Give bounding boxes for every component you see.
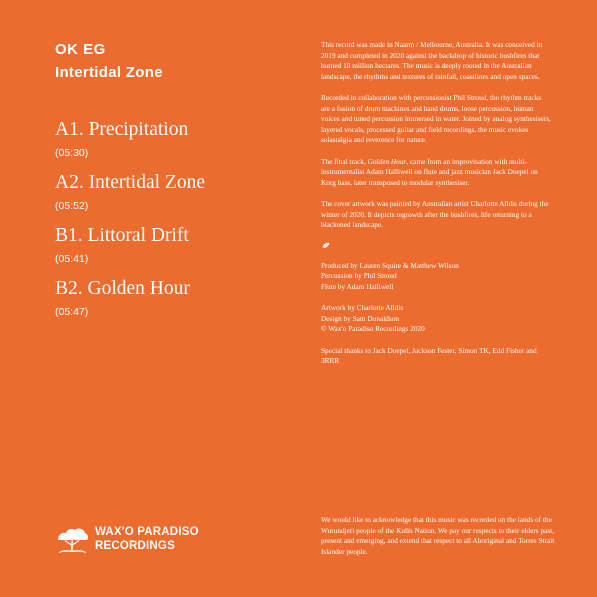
track-reference: Golden Hour: [367, 156, 407, 166]
credit-design: Design by Sam Donaldson: [321, 313, 400, 323]
leaf-icon: [322, 242, 330, 249]
notes-text: , came from an improvisation with multi-instrumentalist Adam Halliwell on flute and jazz musician Jack Doepel on Korg bass, later transposed to modular synthesiser.: [321, 156, 538, 187]
credits-block: [321, 303, 551, 335]
track-duration: (05:47): [55, 306, 89, 318]
credit-flute: Flute by Adam Halliwell: [321, 281, 394, 291]
credit-percussion: Percussion by Phil Stroud: [321, 271, 397, 280]
track-item: [55, 224, 295, 277]
track-title: B2. Golden Hour: [55, 278, 190, 299]
tree-icon: [56, 526, 89, 556]
credit-copyright: © Wax'o Paradiso Recordings 2020: [321, 324, 425, 333]
label-name-line2: RECORDINGS: [95, 539, 175, 552]
artist-name: OK EG: [55, 41, 106, 58]
credit-producer: Produced by Lauren Squire & Matthew Wilson: [321, 260, 459, 270]
track-duration: (05:52): [55, 200, 89, 212]
credit-artwork: Artwork by Charlotte Alldis: [321, 303, 404, 312]
notes-paragraph: This record was made in Naarm / Melbourne, Australia. It was conceived in 2019 and completed in 2020 against the backdrop of historic bushfires that burned 18 million hectares. The music is deeply rooted in the Australian landscape, the rhythms and textures of rainfall, coastlines and open spaces.: [321, 40, 543, 81]
label-name-line1: WAX'O PARADISO: [95, 526, 199, 538]
special-thanks: Special thanks to Jack Doepel, Jackson Fester, Simon TK, Edd Fisher and 3RRR: [321, 345, 537, 365]
track-item: [55, 277, 295, 330]
track-item: [55, 118, 295, 171]
track-title: B1. Littoral Drift: [55, 225, 189, 246]
album-title: Intertidal Zone: [55, 64, 163, 81]
notes-text: The final track,: [321, 156, 368, 166]
track-title: A2. Intertidal Zone: [55, 172, 205, 193]
track-list: [55, 118, 295, 330]
track-title: A1. Precipitation: [55, 119, 189, 140]
track-item: [55, 171, 295, 224]
label-logo: [56, 526, 226, 560]
notes-paragraph: [321, 157, 551, 189]
track-duration: (05:30): [55, 147, 89, 159]
acknowledgement-of-country: We would like to acknowledge that this music was recorded on the lands of the Wurundjeri people of the Kulin Nation. We pay our respects to their elders past, present and emerging, and extend that respect to all Aboriginal and Torres Strait Islander people.: [321, 515, 555, 556]
track-duration: (05:41): [55, 253, 89, 265]
notes-paragraph: The cover artwork was painted by Australian artist Charlotte Alldis during the winter of 2020. It depicts regrowth after the bushfires, life returning to a blackened landscape.: [321, 199, 549, 229]
credits-block: [321, 261, 551, 293]
label-name: [95, 526, 199, 553]
notes-paragraph: Recorded in collaboration with percussionist Phil Stroud, the rhythm tracks are a fusion of drum machines and hand drums, loose percussion, human voices and tuned percussion immersed in water. Joined by analog synthesisers, layered vocals, processed guitar and field recordings, the music evokes solastalgia and reverence for nature.: [321, 93, 551, 144]
liner-notes: [321, 40, 551, 378]
